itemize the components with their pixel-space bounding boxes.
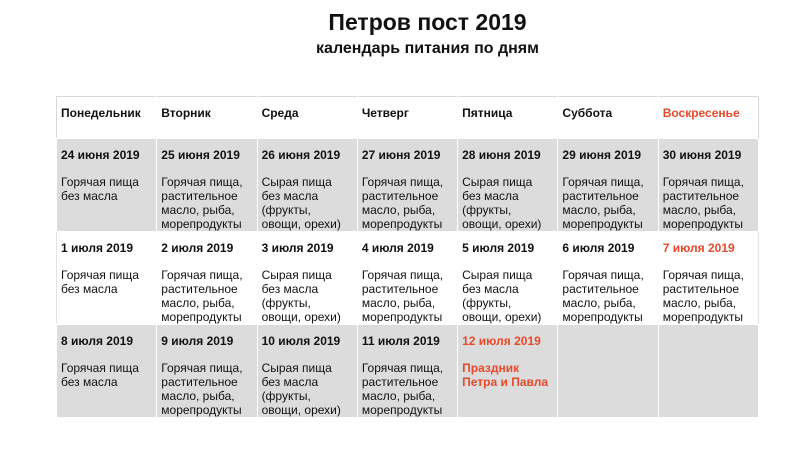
day-date: 3 июля 2019 bbox=[261, 241, 334, 255]
day-cell bbox=[157, 139, 257, 232]
day-food: Горячая пища, растительное масло, рыба, морепродукты bbox=[161, 268, 243, 324]
day-cell bbox=[157, 325, 257, 418]
page-subtitle: календарь питания по дням bbox=[316, 40, 539, 57]
weekday-header-row bbox=[57, 97, 759, 139]
day-date: 10 июля 2019 bbox=[261, 334, 341, 348]
day-food: Горячая пища, растительное масло, рыба, морепродукты bbox=[662, 268, 744, 324]
day-date: 28 июня 2019 bbox=[462, 148, 541, 162]
day-food: Сырая пища без масла (фрукты, овощи, орехи) bbox=[462, 175, 542, 231]
day-date: 8 июля 2019 bbox=[61, 334, 133, 348]
day-date: 5 июля 2019 bbox=[462, 241, 535, 255]
page-title: Петров пост 2019 bbox=[328, 9, 527, 35]
day-food: Горячая пища без масла bbox=[61, 175, 139, 203]
day-date: 27 июня 2019 bbox=[361, 148, 441, 162]
day-food: Горячая пища, растительное масло, рыба, морепродукты bbox=[361, 361, 444, 417]
day-food: Сырая пища без масла (фрукты, овощи, орехи) bbox=[261, 268, 341, 324]
day-cell-holiday bbox=[458, 325, 558, 418]
week-row bbox=[57, 232, 759, 325]
day-cell bbox=[357, 232, 457, 325]
day-date: 12 июля 2019 bbox=[462, 334, 541, 348]
weekday-monday: Понедельник bbox=[57, 97, 157, 139]
day-food: Горячая пища, растительное масло, рыба, морепродукты bbox=[361, 268, 444, 324]
day-cell bbox=[157, 232, 257, 325]
empty-cell bbox=[558, 325, 658, 418]
day-food: Сырая пища без масла (фрукты, овощи, орехи) bbox=[462, 268, 542, 324]
day-food: Горячая пища, растительное масло, рыба, морепродукты bbox=[662, 175, 744, 231]
day-cell bbox=[558, 232, 658, 325]
weekday-sunday: Воскресенье bbox=[658, 97, 758, 139]
day-food: Горячая пища, растительное масло, рыба, морепродукты bbox=[562, 268, 644, 324]
day-food: Горячая пища без масла bbox=[61, 268, 139, 296]
day-date: 26 июня 2019 bbox=[261, 148, 341, 162]
day-cell bbox=[57, 325, 157, 418]
day-food: Горячая пища, растительное масло, рыба, морепродукты bbox=[361, 175, 444, 231]
day-food: Сырая пища без масла (фрукты, овощи, орехи) bbox=[261, 361, 341, 417]
weekday-thursday: Четверг bbox=[357, 97, 457, 139]
day-cell bbox=[357, 325, 457, 418]
day-cell bbox=[257, 325, 357, 418]
empty-cell bbox=[658, 325, 758, 418]
day-cell bbox=[257, 139, 357, 232]
day-cell bbox=[57, 139, 157, 232]
day-date: 1 июля 2019 bbox=[61, 241, 133, 255]
day-food: Горячая пища без масла bbox=[61, 361, 139, 389]
day-food: Горячая пища, растительное масло, рыба, морепродукты bbox=[161, 361, 243, 417]
day-cell bbox=[458, 232, 558, 325]
day-date: 30 июня 2019 bbox=[662, 148, 742, 162]
day-date: 6 июля 2019 bbox=[562, 241, 635, 255]
week-row bbox=[57, 139, 759, 232]
day-date: 25 июня 2019 bbox=[161, 148, 240, 162]
day-cell bbox=[357, 139, 457, 232]
day-cell bbox=[458, 139, 558, 232]
day-date: 9 июля 2019 bbox=[161, 334, 234, 348]
day-date: 7 июля 2019 bbox=[662, 241, 735, 255]
day-date: 24 июня 2019 bbox=[61, 148, 140, 162]
weekday-saturday: Суббота bbox=[558, 97, 658, 139]
week-row bbox=[57, 325, 759, 418]
day-food: Горячая пища, растительное масло, рыба, морепродукты bbox=[562, 175, 644, 231]
day-cell bbox=[57, 232, 157, 325]
day-cell bbox=[558, 139, 658, 232]
weekday-wednesday: Среда bbox=[257, 97, 357, 139]
day-cell bbox=[658, 232, 758, 325]
day-cell bbox=[658, 139, 758, 232]
day-date: 2 июля 2019 bbox=[161, 241, 234, 255]
holiday-label: Праздник Петра и Павла bbox=[462, 361, 549, 389]
day-date: 11 июля 2019 bbox=[361, 334, 440, 348]
calendar-table bbox=[56, 96, 759, 418]
day-date: 4 июля 2019 bbox=[361, 241, 434, 255]
day-cell bbox=[257, 232, 357, 325]
day-food: Горячая пища, растительное масло, рыба, морепродукты bbox=[161, 175, 243, 231]
day-food: Сырая пища без масла (фрукты, овощи, орехи) bbox=[261, 175, 341, 231]
weekday-tuesday: Вторник bbox=[157, 97, 257, 139]
weekday-friday: Пятница bbox=[458, 97, 558, 139]
day-date: 29 июня 2019 bbox=[562, 148, 641, 162]
